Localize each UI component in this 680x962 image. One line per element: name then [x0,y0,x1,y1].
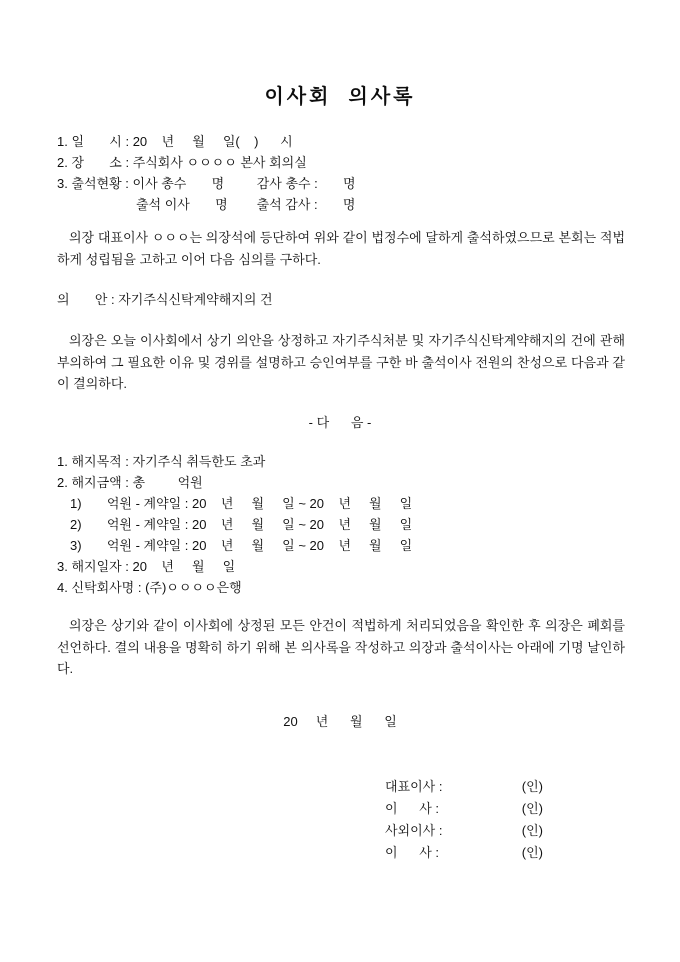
signature-title: 이 사 : [385,801,440,816]
opening-paragraph: 의장 대표이사 ㅇㅇㅇ는 의장석에 등단하여 위와 같이 법정수에 달하게 출석하였으므로 본회는 적법하게 성립됨을 고하고 이어 다음 심의를 구하다. [57,230,625,267]
seal-mark: (인) [521,845,543,860]
document-title: 이사회 의사록 [264,86,416,108]
signature-row-director-1 [385,798,543,820]
daum-divider: - 다 음 - [308,415,372,430]
termination-date-line: 3. 해지일자 : 20 년 월 일 [57,559,236,574]
attendance-detail-line: 출석 이사 명 출석 감사 : 명 [136,197,356,212]
signature-title: 대표이사 : [385,779,443,794]
signature-row-director-2 [385,842,543,864]
trust-company-line: 4. 신탁회사명 : (주)ㅇㅇㅇㅇ은행 [57,580,242,595]
seal-mark: (인) [521,779,543,794]
closing-paragraph: 의장은 상기와 같이 이사회에 상정된 모든 안건이 적법하게 처리되었음을 확인한 후 의장은 폐회를 선언하다. 결의 내용을 명확히 하기 위해 본 의사록을 작성하고 의장과 출석이사는 아래에 기명 날인하다. [57,618,625,676]
meeting-info-section [57,131,625,215]
meeting-datetime-line: 1. 일 시 : 20 년 월 일( ) 시 [57,134,293,149]
signature-block [385,776,543,864]
termination-details-section [57,451,625,598]
meeting-place-line: 2. 장 소 : 주식회사 ㅇㅇㅇㅇ 본사 회의실 [57,155,307,170]
signature-row-ceo [385,776,543,798]
contract-item-3: 3) 억원 - 계약일 : 20 년 월 일 ~ 20 년 월 일 [70,538,413,553]
signature-title: 사외이사 : [385,823,443,838]
seal-mark: (인) [521,801,543,816]
termination-amount-line: 2. 해지금액 : 총 억원 [57,475,203,490]
agenda-line: 의 안 : 자기주식신탁계약해지의 건 [57,292,273,307]
contract-item-2: 2) 억원 - 계약일 : 20 년 월 일 ~ 20 년 월 일 [70,517,413,532]
termination-purpose-line: 1. 해지목적 : 자기주식 취득한도 초과 [57,454,266,469]
signature-title: 이 사 : [385,845,440,860]
date-line: 20 년 월 일 [283,714,397,729]
resolution-paragraph: 의장은 오늘 이사회에서 상기 의안을 상정하고 자기주식처분 및 자기주식신탁계약해지의 건에 관해 부의하여 그 필요한 이유 및 경위를 설명하고 승인여부를 구한 바 출석이사 전원의 찬성으로 다음과 같이 결의하다. [57,333,625,391]
seal-mark: (인) [521,823,543,838]
signature-row-outside-director [385,820,543,842]
contract-item-1: 1) 억원 - 계약일 : 20 년 월 일 ~ 20 년 월 일 [70,496,413,511]
attendance-summary-line: 3. 출석현황 : 이사 총수 명 감사 총수 : 명 [57,176,356,191]
